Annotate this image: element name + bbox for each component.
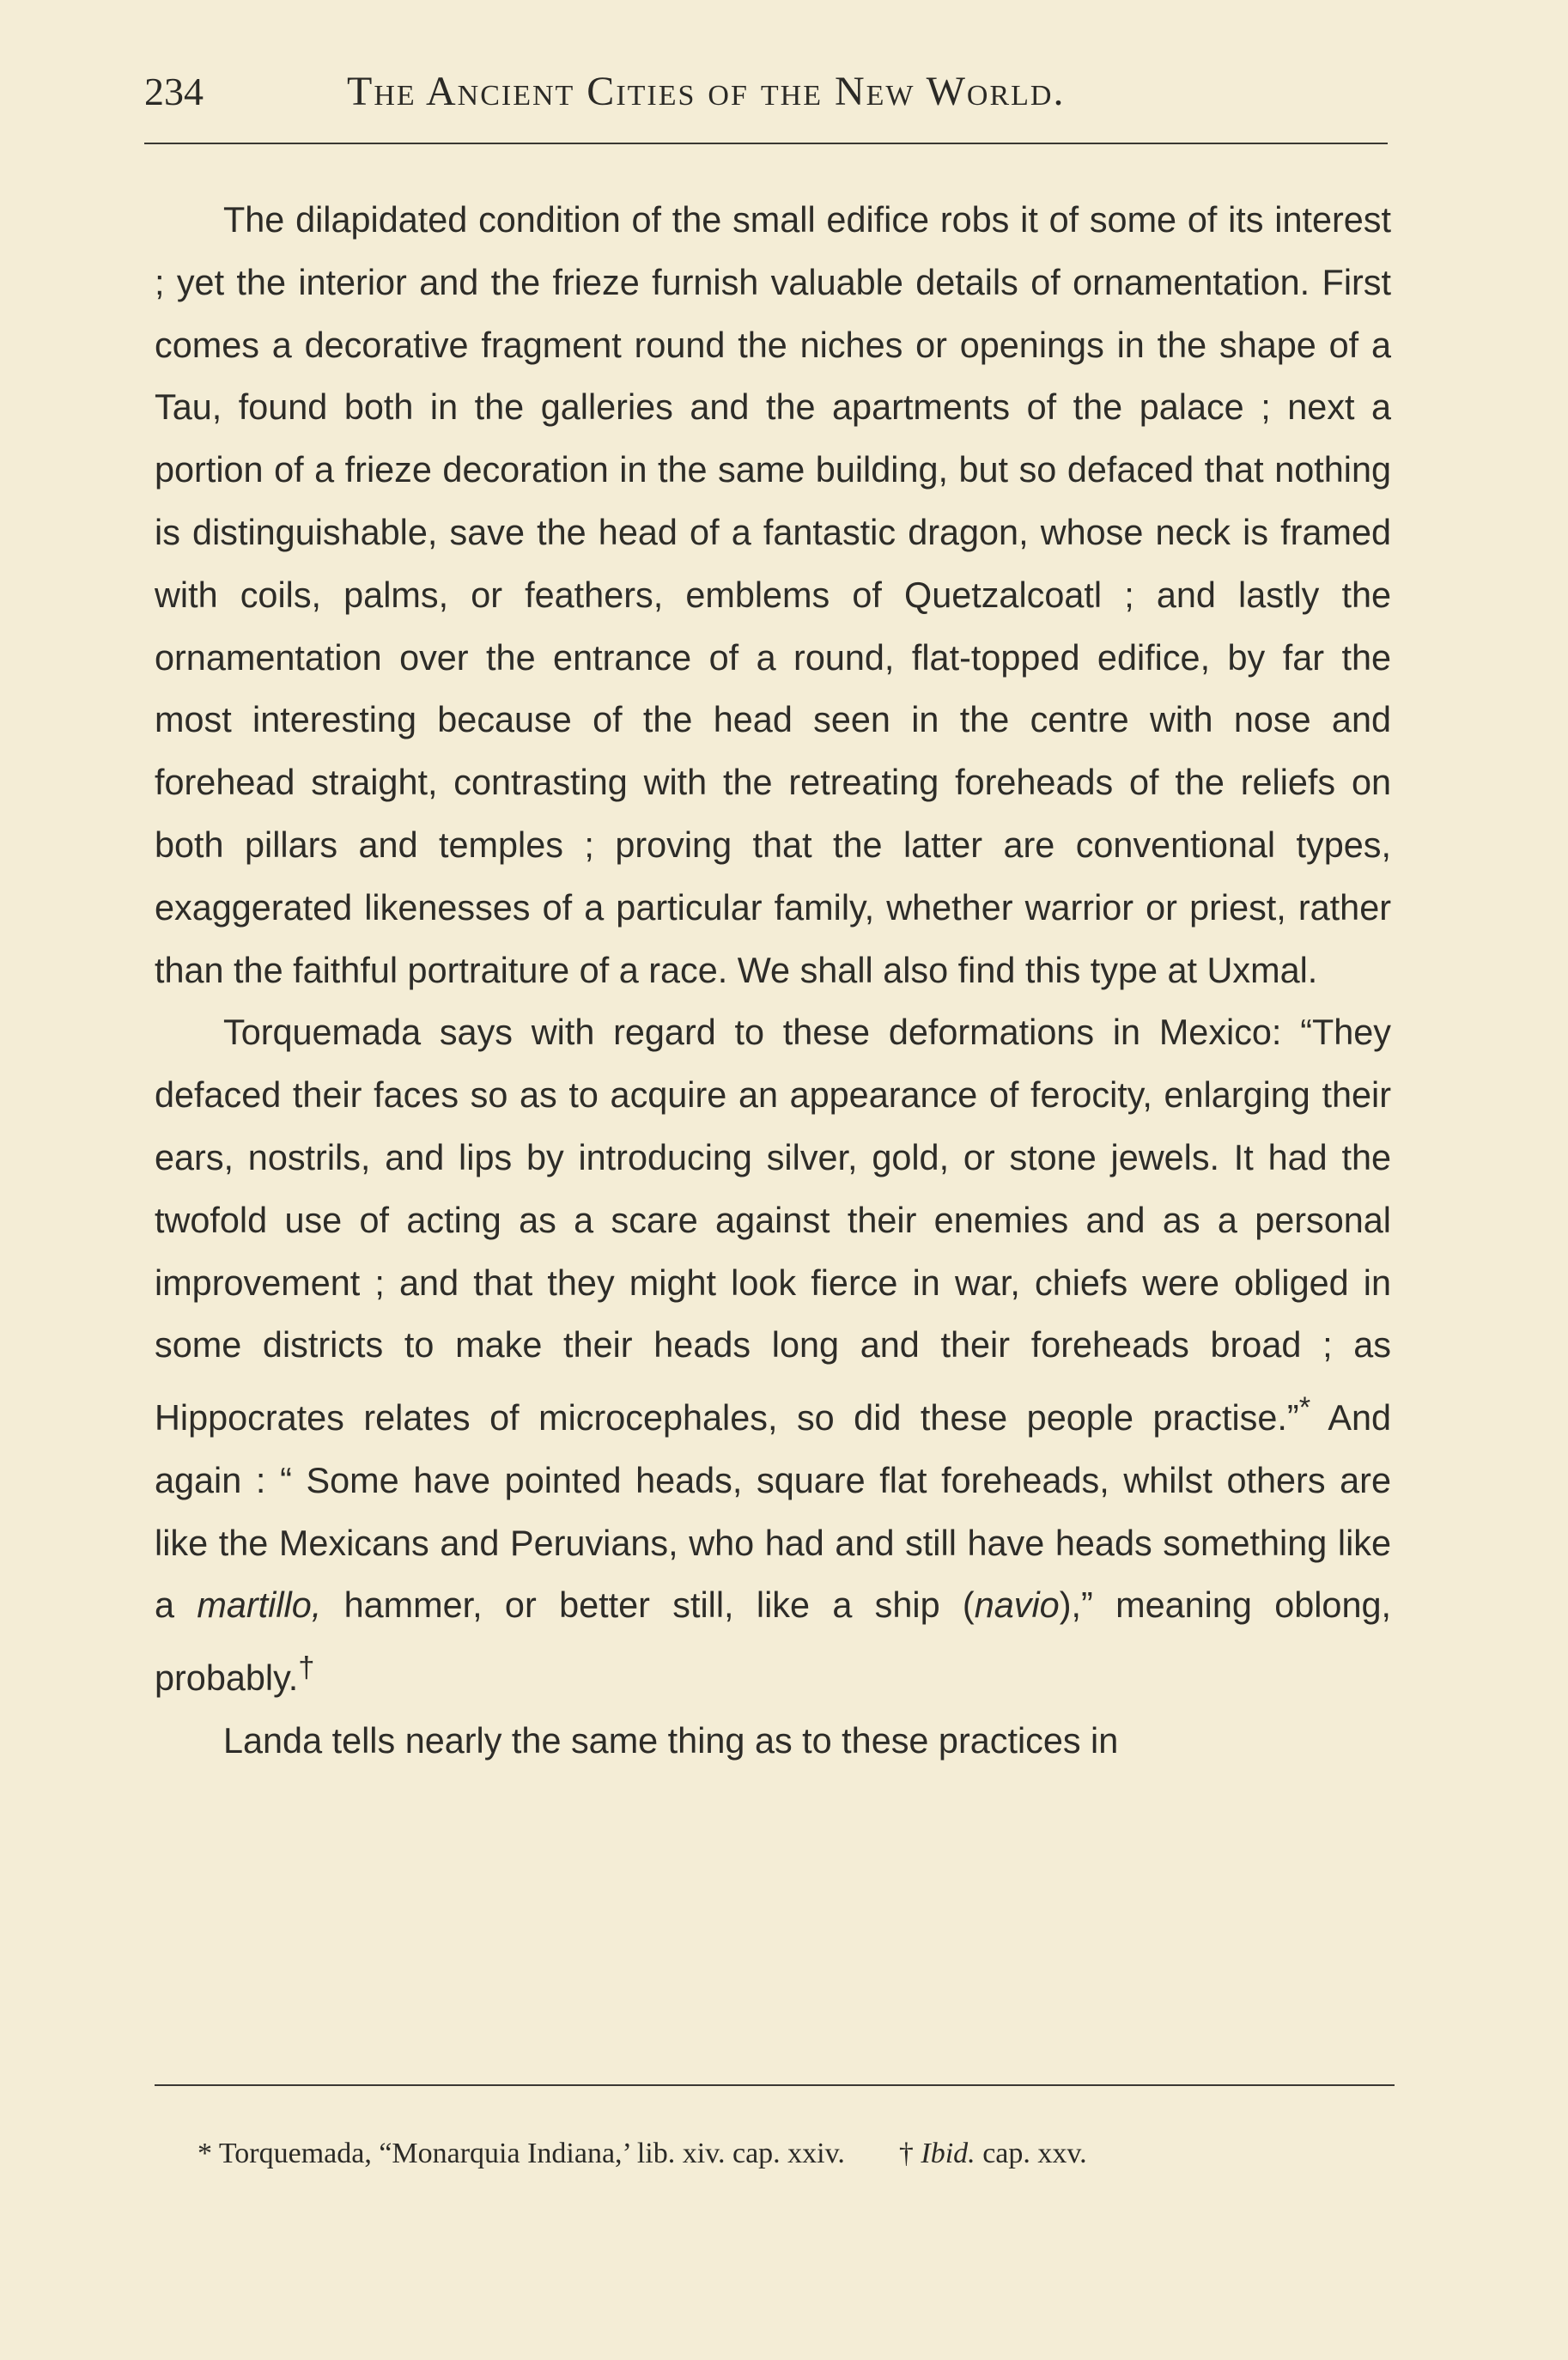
- footnote-2-ibid: Ibid.: [921, 2138, 975, 2169]
- page-number: 234: [144, 70, 204, 113]
- footnotes: [198, 2130, 1400, 2178]
- italic-term-martillo: martillo,: [197, 1585, 322, 1626]
- paragraph-2: [155, 1001, 1391, 1709]
- italic-term-navio: navio: [974, 1585, 1060, 1626]
- paragraph-2-text: And again : “ Some have pointed heads, square flat foreheads, whilst others are like the Mexicans and Peruvians, who had and still have heads something like a: [155, 1397, 1391, 1626]
- paragraph-2-text: ),” meaning oblong, probably.: [155, 1585, 1391, 1698]
- footnote-ref-dagger: †: [298, 1651, 315, 1685]
- footnote-2-text: cap. xxv.: [982, 2138, 1087, 2169]
- paragraph-2-text: Torquemada says with regard to these deformations in Mexico: “They defaced their faces so as to acquire an appearance of ferocity, enlarging their ears, nostrils, and lips by introducing silver, gold, or stone jewels. It had the twofold use of acting as a scare against their enemies and as a personal improvement ; and that they might look fierce in war, chiefs were obliged in some districts to make their heads long and their foreheads broad ; as Hippocrates relates of microcephales, so did these people practise.”: [155, 1013, 1391, 1438]
- paragraph-2-text: hammer, or better still, like a ship (: [321, 1585, 975, 1626]
- footnote-2-mark: †: [898, 2138, 914, 2169]
- footnote-rule: [155, 2084, 1395, 2086]
- header-rule: [144, 143, 1388, 144]
- running-title: The Ancient Cities of the New World.: [347, 69, 1066, 114]
- paragraph-3: Landa tells nearly the same thing as to these practices in: [223, 1720, 1119, 1761]
- paragraph-1: The dilapidated condition of the small edifice robs it of some of its interest ; yet the interior and the frieze furnish valuable details of ornamentation. First comes a decorative fragment round the niches or openings in the shape of a Tau, found both in the galleries and the apartments of the palace ; next a portion of a frieze decoration in the same building, but so defaced that nothing is distinguishable, save the head of a fantastic dragon, whose neck is framed with coils, palms, or feathers, emblems of Quetzalcoatl ; and lastly the ornamentation over the entrance of a round, flat-topped edifice, by far the most interesting because of the head seen in the centre with nose and forehead straight, contrasting with the retreating foreheads of the reliefs on both pillars and temples ; proving that the latter are conventional types, exaggerated likenesses of a particular family, whether warrior or priest, rather than the faithful portraiture of a race. We shall also find this type at Uxmal.: [155, 200, 1391, 990]
- footnote-1-mark: *: [198, 2138, 212, 2169]
- page-header: [144, 62, 1388, 122]
- body-text: [155, 189, 1391, 1773]
- footnote-ref-asterisk: *: [1298, 1391, 1311, 1425]
- footnote-1-text: Torquemada, “Monarquia Indiana,’ lib. xiv. cap. xxiv.: [218, 2138, 845, 2169]
